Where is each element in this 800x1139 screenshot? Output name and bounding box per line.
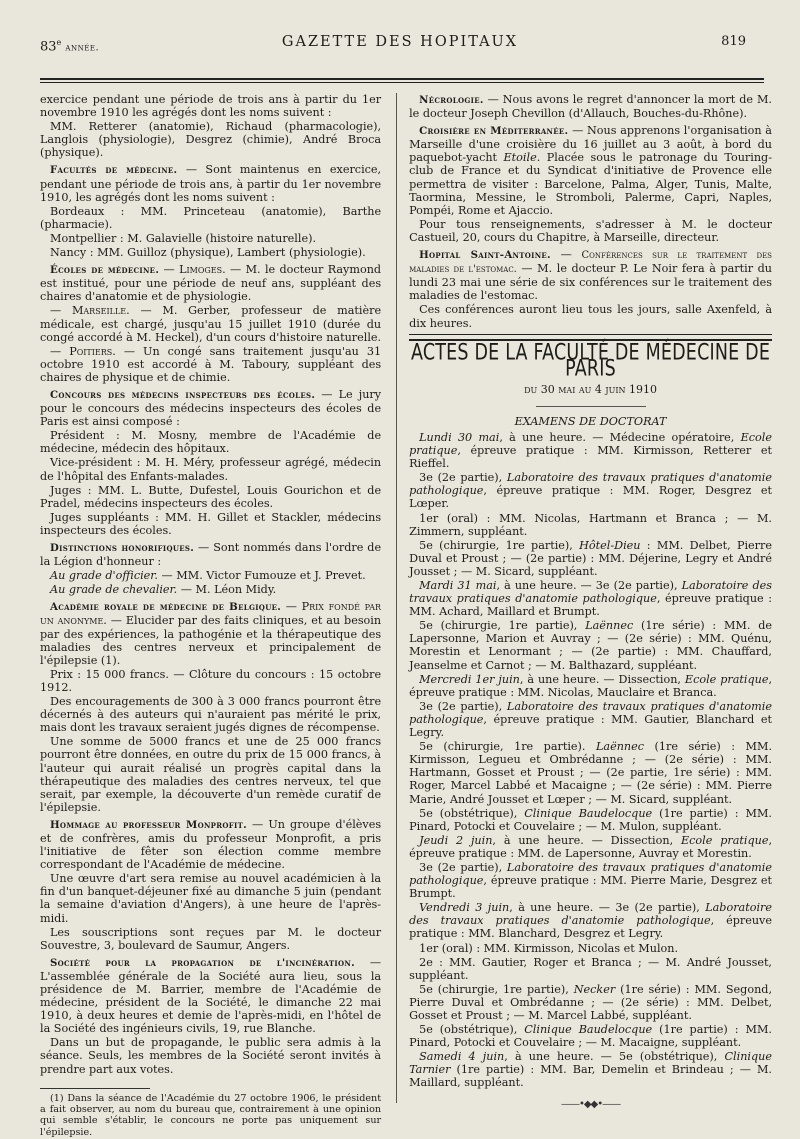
paragraph: Montpellier : M. Galavielle (histoire naturelle). (50, 231, 316, 245)
footnote-rule (40, 1088, 150, 1089)
grade-label: Au grade de chevalier. (50, 583, 178, 597)
paragraph (40, 956, 381, 1036)
exam-date: Mardi 31 mai (419, 579, 497, 592)
text: (1re partie) : MM. Pinard, Potocki et Couvelaire ; — M. Macaigne, suppléant. (409, 1023, 772, 1050)
page-number: 819 (721, 34, 746, 49)
text: . Placée sous le patronage du Touring-club de France et du Syndicat d'initiative de Provence elle permettra de visiter : Barcelone, Palma, Alger, Tunis, Malte, Taormina, Messine, le Stromboli, Palerme, Capri, Naples, Pompéi, Rome et Ajaccio. (409, 151, 772, 217)
section-heading: Société pour la propagation de l'incinération. (50, 956, 355, 969)
footnote: (1) Dans la séance de l'Académie du 27 octobre 1906, le président a fait observer, au nom du bureau que, contrairement à une opinion qui semble s'établir, le concours ne porte pas uniquement sur l'épilepsie. (40, 1092, 382, 1138)
paragraph (40, 818, 381, 871)
location: Laboratoire des travaux pratiques d'anatomie pathologique (409, 699, 772, 726)
section-heading: Facultés de médecine. (50, 164, 178, 177)
exam-entry (409, 619, 772, 671)
paragraph (409, 93, 772, 120)
header-rule (40, 78, 764, 83)
end-ornament: ——•◆◆•—— (560, 1098, 621, 1110)
text: — MM. Victor Fumouze et J. Prevet. (157, 569, 366, 583)
location: Clinique Baudelocque (524, 1023, 653, 1037)
text: , à une heure. — 3e (2e partie), (509, 901, 706, 915)
text: (1re partie) : MM. Pinard, Potocki et Couvelaire ; — M. Mulon, suppléant. (409, 806, 772, 833)
exam-entry (409, 1023, 772, 1049)
text: — M. Gerber, professeur de matière médicale, est chargé, jusqu'au 15 juillet 1910 (durée du congé accordé à M. Heckel), d'un cours d'histoire naturelle. (40, 304, 382, 344)
text: — M. le docteur Raymond est institué, pour une période de neuf ans, suppléant des chaires d'anatomie et de physiologie. (40, 263, 382, 304)
location: Laënnec (595, 740, 645, 754)
exam-entry (409, 579, 772, 618)
right-column (409, 93, 772, 1139)
paragraph: Bordeaux : MM. Princeteau (anatomie), Barthe (pharmacie). (40, 204, 382, 231)
columns (28, 93, 772, 1139)
text: — (550, 248, 582, 262)
text: (1re partie) : MM. Bar, Demelin et Brindeau ; — M. Maillard, suppléant. (409, 1063, 772, 1090)
paragraph: Nancy : MM. Guilloz (physique), Lambert (physiologie). (50, 246, 366, 260)
exam-entry (409, 1050, 772, 1089)
section-heading: Hopital Saint-Antoine. (419, 249, 551, 262)
paragraph: Prix : 15 000 francs. — Clôture du concours : 15 octobre 1912. (40, 667, 382, 694)
location: Hôtel-Dieu (579, 538, 641, 552)
text: 5e (chirurgie, 1re partie), (419, 538, 580, 552)
exam-date: Vendredi 3 juin (419, 901, 510, 915)
section-subtitle: du 30 mai au 4 juin 1910 (524, 382, 657, 396)
issue-label: année. (65, 42, 100, 54)
place-name: Limoges. (179, 263, 226, 277)
text: (1re série) : MM. Segond, Pierre Duval et Ombrédanne ; — (2e série) : MM. Delbet, Gosset et Proust ; — M. Marcel Labbé, suppléant. (409, 982, 772, 1022)
exam-date: Samedi 4 juin (419, 1050, 505, 1064)
text: , à une heure. — 5e (obstétrique), (504, 1050, 725, 1064)
grade-label: Au grade d'officier. (50, 569, 158, 583)
text: 5e (chirurgie, 1re partie). (419, 740, 596, 754)
text: — Un groupe d'élèves et de confrères, amis du professeur Monprofit, a pris l'initiative de fêter son élection comme membre correspondant de l'Académie de médecine. (40, 817, 382, 872)
text: , épreuve pratique : MM. Kirmisson, Retterer et Rieffel. (409, 444, 772, 471)
text: — L'assemblée générale de la Société aura lieu, sous la présidence de M. Barrier, membre de l'Académie de médecine, président de la Société, le dimanche 22 mai 1910, à deux heures et demie de l'après-midi, en l'hôtel de la Société des ingénieurs civils, 19, rue Blanche. (40, 955, 382, 1036)
paragraph: Ces conférences auront lieu tous les jours, salle Axenfeld, à dix heures. (409, 303, 772, 330)
location: Necker (573, 982, 616, 996)
text: (1re série) : MM. de Lapersonne, Marion et Auvray ; — (2e série) : MM. Quénu, Morestin et Lenormant ; — (2e partie) : MM. Chauffard, Jeanselme et Carnot ; — M. Balthazard, suppléant. (409, 619, 773, 672)
location: Ecole pratique (680, 833, 769, 847)
paragraph (40, 583, 381, 596)
paragraph: Des encouragements de 300 à 3 000 francs pourront être décernés à des auteurs qui n'auraient pas mérité le prix, mais dont les travaux seraient jugés dignes de récompense. (40, 695, 382, 735)
exam-entry: 2e : MM. Gautier, Roger et Branca ; — M. André Jousset, suppléant. (409, 955, 772, 982)
text: , épreuve pratique : MM. Roger, Desgrez et Lœper. (409, 484, 772, 511)
paragraph: Président : M. Mosny, membre de l'Académie de médecine, médecin des hôpitaux. (40, 429, 382, 456)
exam-entry (409, 673, 772, 699)
section-title: ACTES DE LA FACULTÉ DE MÉDECINE DE PARIS (411, 340, 771, 382)
place-name: Poitiers. (69, 344, 116, 358)
paragraph (40, 263, 381, 303)
section-heading: Distinctions honorifiques. (50, 542, 195, 554)
text: — (281, 600, 302, 614)
journal-title: GAZETTE DES HOPITAUX (281, 34, 519, 50)
paragraph (40, 600, 381, 666)
text: — M. Léon Midy. (177, 583, 277, 597)
paragraph: Dans un but de propagande, le public sera admis à la séance. Seuls, les membres de la Société seront invités à prendre part aux votes. (40, 1036, 382, 1076)
section-heading: Concours des médecins inspecteurs des écoles. (50, 388, 316, 401)
text: 5e (obstétrique), (419, 1023, 525, 1037)
location: Clinique Baudelocque (524, 806, 653, 820)
text: : MM. Delbet, Pierre Duval et Proust ; — (2e partie) : MM. Déjerine, Legry et André Jousset ; — M. Sicard, suppléant. (409, 538, 772, 578)
exam-entry (409, 539, 772, 578)
text: 5e (chirurgie, 1re partie), (419, 982, 574, 996)
exam-entry (409, 471, 772, 510)
text: — (50, 344, 70, 358)
exam-entry: 1er (oral) : MM. Nicolas, Hartmann et Branca ; — M. Zimmern, suppléant. (409, 511, 772, 538)
exam-entry (409, 901, 772, 940)
exam-title: EXAMENS DE DOCTORAT (514, 414, 667, 428)
paragraph (40, 345, 381, 384)
paragraph: Juges : MM. L. Butte, Dufestel, Louis Gourichon et de Pradel, médecins inspecteurs des écoles. (40, 483, 382, 510)
text: , à une heure. — Médecine opératoire, (499, 430, 741, 444)
section-heading: Hommage au professeur Monprofit. (50, 818, 247, 831)
prize-name: Prix fondé par un anonyme. (40, 600, 382, 628)
exam-date: Lundi 30 mai (419, 430, 500, 444)
section-heading: Croisière en Méditerranée. (419, 125, 569, 138)
text: 5e (chirurgie, 1re partie), (419, 619, 586, 633)
location: Laboratoire des travaux pratiques d'anatomie pathologique (409, 579, 772, 606)
paragraph (40, 388, 381, 428)
paragraph: Une somme de 5000 francs et une de 25 000 francs pourront être données, en outre du prix de 15 000 francs, à l'auteur qui aurait réalisé un progrès capital dans la thérapeutique des maladies des centres nerveux, tel que serait, par exemple, la découverte d'un remède curatif de l'épilepsie. (40, 735, 382, 814)
paragraph: MM. Retterer (anatomie), Richaud (pharmacologie), Langlois (physiologie), Desgrez (chimie), André Broca (physique). (40, 120, 382, 160)
paragraph: Vice-président : M. H. Méry, professeur agrégé, médecin de l'hôpital des Enfants-malades. (40, 456, 382, 483)
exam-entry (409, 834, 772, 860)
issue-sup: e (56, 38, 62, 47)
exam-entry (409, 861, 772, 900)
text: , épreuve pratique : MM. de Lapersonne, Auvray et Morestin. (409, 833, 772, 860)
location: Clinique Tarnier (409, 1050, 772, 1077)
text: — Nous apprenons l'organisation à Marseille d'une croisière du 16 juillet au 3 août, à bord du paquebot-yacht (409, 124, 772, 165)
exam-entry: 1er (oral) : MM. Kirmisson, Nicolas et Mulon. (419, 941, 679, 955)
page-header (28, 22, 772, 55)
subheading: Conférences sur le traitement des maladies de l'estomac. (409, 250, 772, 276)
paragraph (40, 304, 381, 343)
paragraph: exercice pendant une période de trois ans à partir du 1er novembre 1910 les agrégés dont les noms suivent : (40, 93, 382, 120)
text: , à une heure. — Dissection, (492, 833, 681, 847)
paragraph: Juges suppléants : MM. H. Gillet et Stackler, médecins inspecteurs des écoles. (40, 510, 382, 537)
text: , épreuve pratique : MM. Gautier, Blanchard et Legry. (409, 712, 772, 740)
text: , épreuve pratique : MM. Blanchard, Desgrez et Legry. (409, 914, 772, 941)
paragraph (40, 163, 381, 203)
exam-entry (409, 807, 772, 833)
ship-name: Etoile (503, 151, 537, 165)
place-name: Marseille. (71, 304, 130, 318)
paragraph (40, 569, 381, 582)
location: Laboratoire des travaux pratiques d'anatomie pathologique (409, 471, 772, 498)
paragraph: Une œuvre d'art sera remise au nouvel académicien à la fin d'un banquet-déjeuner fixé au dimanche 5 juin (pendant la semaine d'aviation d'Angers), à une heure de l'après-midi. (40, 872, 382, 925)
paragraph (40, 541, 381, 568)
paragraph (409, 248, 772, 302)
text: , épreuve pratique : MM. Nicolas, Mauclaire et Branca. (409, 672, 772, 699)
text: 3e (2e partie), (419, 699, 507, 713)
location: Laboratoire des travaux pratiques d'anatomie pathologique (409, 860, 772, 888)
paragraph (409, 124, 772, 217)
column-separator (396, 93, 397, 1103)
text: , à une heure. — 3e (2e partie), (496, 579, 682, 592)
exam-date: Mercredi 1er juin (419, 672, 520, 686)
text: 3e (2e partie), (419, 471, 507, 485)
text: , à une heure. — Dissection, (519, 672, 685, 686)
exam-entry (409, 983, 772, 1022)
text: (1re série) : MM. Kirmisson, Legueu et Ombrédanne ; — (2e série) : MM. Hartmann, Gosset et Proust ; — (2e partie, 1re série) : MM. Roger, Marcel Labbé et Macaigne ; — (2e série) : MM. Pierre Marie, André Jousset et Lœper ; — M. Sicard, suppléant. (409, 740, 773, 806)
exam-entry (409, 740, 772, 805)
text: — (163, 263, 180, 277)
divider (536, 406, 646, 407)
location: Ecole pratique (409, 430, 772, 458)
text: — M. le docteur P. Le Noir fera à partir du lundi 23 mai une série de six conférences sur le traitement des maladies de l'estomac. (409, 262, 772, 303)
text: — Nous avons le regret d'annoncer la mort de M. le docteur Joseph Chevillon (d'Allauch, Bouches-du-Rhône). (409, 93, 772, 121)
location: Laënnec (585, 619, 634, 633)
text: — Sont maintenus en exercice, pendant une période de trois ans, à partir du 1er novembre 1910, les agrégés dont les noms suivent : (40, 163, 382, 204)
location: Laboratoire des travaux pratiques d'anatomie pathologique (409, 901, 772, 928)
text: 5e (obstétrique), (419, 806, 525, 820)
text: — Sont nommés dans l'ordre de la Légion d'honneur : (40, 541, 382, 569)
left-column (40, 93, 381, 1139)
exam-date: Jeudi 2 juin (419, 833, 493, 847)
issue-number-value: 83 (40, 39, 57, 55)
section-heading: Écoles de médecine. (50, 264, 160, 277)
section-heading: Nécrologie. (419, 94, 484, 106)
text: — Un congé sans traitement jusqu'au 31 octobre 1910 est accordé à M. Taboury, suppléant des chaires de physique et de chimie. (40, 344, 382, 384)
text: — Le jury pour le concours des médecins inspecteurs des écoles de Paris est ainsi composé : (40, 387, 382, 429)
paragraph: Pour tous renseignements, s'adresser à M. le docteur Castueil, 20, cours du Chapitre, à Marseille, directeur. (409, 217, 772, 244)
paragraph: Les souscriptions sont reçues par M. le docteur Souvestre, 3, boulevard de Saumur, Angers. (40, 925, 382, 952)
text: , épreuve pratique : MM. Achard, Maillard et Brumpt. (409, 592, 772, 619)
text: 3e (2e partie), (419, 860, 507, 874)
location: Ecole pratique (684, 672, 769, 686)
text: , épreuve pratique : MM. Pierre Marie, Desgrez et Brumpt. (409, 874, 772, 901)
section-rule (409, 334, 772, 341)
exam-entry (409, 700, 772, 739)
section-heading: Académie royale de médecine de Belgique. (50, 601, 282, 614)
exam-entry (409, 431, 772, 470)
text: — (50, 304, 72, 318)
text: — Elucider par des faits cliniques, et au besoin par des expériences, la pathogénie et la thérapeutique des maladies des centres nerveux et principalement de l'épilepsie (1). (40, 614, 382, 667)
